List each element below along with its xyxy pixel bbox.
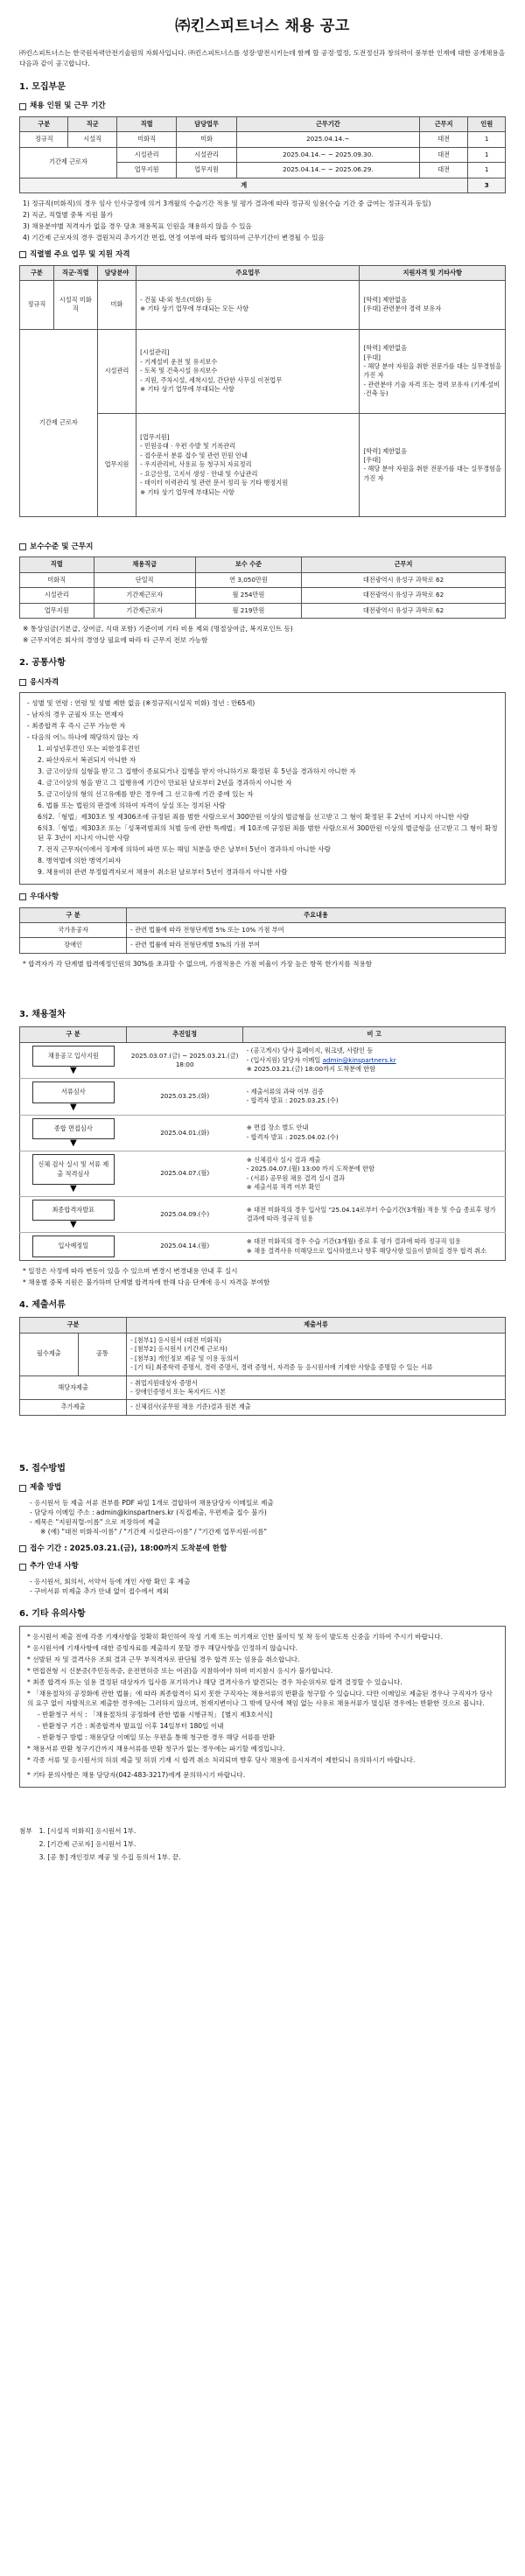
notice-line: * 응시원서에 기재사항에 대한 증빙자료를 제출하지 못할 경우 해당사항을 인정하지 않습니다.: [27, 1644, 298, 1653]
table-cell: 장애인: [20, 938, 127, 953]
table-header: 주요내용: [127, 907, 506, 922]
doc-item: - [기 타] 최종학력 증명서, 경력 증명서, 경력 증명서, 자격증 등 응시원서에 기재한 사항을 증명할 수 있는 서류: [130, 1363, 433, 1372]
recruit-table: [19, 116, 506, 193]
process-step: [20, 1197, 506, 1233]
after-line: - 응시원서, 회의서, 서약서 등에 개인 사항 확인 후 제출: [30, 1577, 191, 1586]
arrow-down-icon: ▼: [69, 1102, 77, 1112]
table-row: [20, 1333, 506, 1376]
subsection-after: 추가 안내 사항: [19, 1561, 506, 1572]
process-note: ※ 채용 결격사유 미해당으로 입사하였으나 향후 해당사항 있음이 밝혀질 경우 합격 취소: [246, 1246, 486, 1255]
subsection-pay: 보수수준 및 근무지: [19, 542, 506, 552]
checkbox-square-icon: [19, 1545, 26, 1552]
after-list: [19, 1577, 506, 1596]
note-line: ※ 근무지역은 회사의 경영상 필요에 따라 타 근무지 전보 가능함: [23, 636, 208, 645]
table-cell: 기간제 근로자: [20, 147, 117, 178]
eligibility-line: - 남자의 경우 군필자 또는 면제자: [27, 710, 124, 719]
process-note: - (입사지원) 담당자 이메일: [246, 1055, 323, 1064]
checkbox-square-icon: [19, 679, 26, 686]
arrow-down-icon: ▼: [69, 1066, 77, 1076]
process-step: [20, 1079, 506, 1115]
notice-line: * 기타 문의사항은 채용 담당자(042-483-3217)에게 문의하시기 바랍니다.: [27, 1771, 246, 1780]
table-cell: [학력] 제한없음 [우대] - 해당 분야 자원을 취한 전문가를 대는 실무경험을 가진 자: [360, 413, 506, 516]
table-cell: 미화: [97, 280, 136, 329]
table-cell: 미화직: [20, 572, 94, 587]
table-cell: 계: [20, 178, 468, 192]
table-row: [20, 147, 506, 162]
note-line: * 채용별 중복 지원은 불가하며 단계별 합격자에 한해 다음 단계에 응시 자격을 부여함: [23, 1278, 270, 1286]
table-total-row: [20, 178, 506, 192]
table-cell: 대전: [419, 163, 467, 178]
table-row: [20, 1400, 506, 1415]
note-line: ※ 통상임금(기본급, 상여금, 식대 포함) 기준이며 기타 비용 제외 (명절상여금, 복지포인트 등): [23, 625, 293, 634]
attachments-list: [39, 1826, 181, 1866]
process-note: ※ 신체검사 실시 결과 제출: [246, 1155, 321, 1164]
email-link[interactable]: admin@kinspartners.kr: [322, 1055, 396, 1064]
table-cell: - 관련 법률에 따라 전형단계별 5% 또는 10% 가점 부여: [127, 923, 506, 938]
attachment-item: 3. [공 통] 개인정보 제공 및 수집 동의서 1부. 끝.: [38, 1853, 181, 1862]
table-cell: 기간제근로자: [94, 588, 195, 603]
table-header: 채용직급: [94, 557, 195, 572]
table-header: 구 분: [20, 1027, 127, 1042]
notice-line: * 선발된 자 및 결격사유 조회 결과 근무 부적격자로 판단될 경우 합격 또는 임용을 취소합니다.: [27, 1656, 300, 1664]
pay-table: [19, 556, 506, 619]
table-header: 지원자격 및 기타사항: [360, 265, 506, 280]
table-cell: 대전광역시 유성구 과학로 62: [302, 603, 506, 618]
documents-table: [19, 1317, 506, 1416]
table-cell: 시설직 미화직: [53, 280, 97, 329]
table-cell: 1: [468, 132, 506, 147]
pay-notes: [23, 624, 506, 645]
table-cell: 대전광역시 유성구 과학로 62: [302, 588, 506, 603]
eligibility-line: 6의2.「형법」제303조 및 제306조에 규정된 죄를 범한 사람으로서 300만원 이상의 벌금형을 선고받고 그 형이 확정된 후 2년이 지나지 아니한 사람: [38, 813, 470, 822]
notice-line: * 최종 합격자 또는 임용 결정된 대상자가 입사를 포기하거나 해당 결격사유가 발견되는 경우 차순위자로 합격 결정할 수 있습니다.: [27, 1678, 402, 1687]
table-cell: 1: [468, 147, 506, 162]
table-cell: 월 219만원: [195, 603, 301, 618]
table-cell: 3: [468, 178, 506, 192]
table-cell: [127, 1376, 506, 1400]
checkbox-square-icon: [19, 1564, 26, 1571]
table-cell: 필수제출: [20, 1333, 79, 1376]
table-cell: 시설관리: [20, 588, 94, 603]
process-note: - 2025.04.07.(월) 13:00 까지 도착분에 한함: [246, 1165, 375, 1173]
process-step: [20, 1233, 506, 1260]
process-step-box: 입사예정일: [32, 1236, 115, 1256]
section-4-title: 4. 제출서류: [19, 1299, 66, 1310]
eligibility-line: 6의3.「형법」제303조 또는「성폭력범죄의 처벌 등에 관한 특례법」제 10조에 규정된 죄를 범한 사람으로서 300만원 이상의 벌금형을 선고받고 그 형이 확정된 후 3년이 지나지 아니한 사람: [38, 824, 498, 843]
arrow-down-icon: ▼: [69, 1138, 77, 1149]
table-header: 추진일정: [127, 1027, 243, 1042]
section-6-title: 6. 기타 유의사항: [19, 1608, 86, 1619]
table-row: [20, 938, 506, 953]
table-cell: 정규직: [20, 132, 68, 147]
table-cell: 2025.04.14.~ ~ 2025.06.29.: [236, 163, 419, 178]
doc-item: - 취업지원대상자 증명서: [130, 1378, 198, 1387]
note-line: 2) 직군, 직렬별 중복 지원 불가: [23, 211, 113, 220]
recruit-notes: [23, 199, 506, 242]
table-cell: [학력] 제한없음 [우대] - 해당 분야 자원을 취한 전문가를 대는 실무경험을 가진 자 - 관련분야 기술 자격 또는 경력 보유자 (기계·설비·건축 등): [360, 329, 506, 413]
doc-item: - [첨부2] 응시원서 (기간제 근로자): [130, 1345, 228, 1354]
notice-line: * 각종 서류 및 응시원서의 허위 제출 및 허위 기재 시 합격 취소 처리되며 향후 당사 채용에 응시자격이 제한되니 유의하시기 바랍니다.: [27, 1756, 416, 1765]
section-3-title: 3. 채용절차: [19, 1009, 66, 1019]
table-cell: 기간제 근로자: [20, 329, 98, 516]
table-header: 인원: [468, 116, 506, 131]
table-header: 담당업무: [177, 116, 236, 131]
subsection-duties: 직렬별 주요 업무 및 지원 자격: [19, 249, 506, 260]
process-step-box: 최종합격자발표: [32, 1200, 115, 1221]
table-header: 직렬: [20, 557, 94, 572]
table-row: [20, 1376, 506, 1400]
checkbox-square-icon: [19, 543, 26, 550]
notice-line: * 채용서류 반환 청구기간까지 채용서류를 반환 청구가 없는 경우에는 파기할 예정입니다.: [27, 1745, 285, 1754]
doc-item: - [첨부3] 개인정보 제공 및 이용 동의서: [130, 1354, 239, 1362]
eligibility-line: 2. 파산자로서 복권되지 아니한 자: [38, 756, 136, 765]
table-header: 직렬: [116, 116, 176, 131]
doc-item: - 신체검사(공무원 채용 기준)결과 원본 제출: [130, 1403, 251, 1411]
process-step: [20, 1115, 506, 1151]
subsection-period: 접수 기간 : 2025.03.21.(금), 18:00까지 도착분에 한함: [19, 1544, 506, 1554]
notice-line: - 반환청구 방법 : 채용담당 이메일 또는 우편을 통해 청구한 경우 해당 서류를 반환: [38, 1733, 276, 1742]
process-note: - 합격자 발표 : 2025.04.02.(수): [246, 1132, 339, 1141]
table-cell: [127, 1333, 506, 1376]
checkbox-square-icon: [19, 251, 26, 258]
attachment-item: 1. [시설직 미화직] 응시원서 1부.: [38, 1827, 136, 1836]
table-header: 직군·직렬: [53, 265, 97, 280]
process-note: ※ 대전 미화직의 경우 수습 기간(3개월) 종료 후 평가 결과에 따라 정규직 임용: [246, 1237, 461, 1246]
preference-note: [23, 959, 506, 969]
table-cell: 업무지원: [97, 413, 136, 516]
intro-paragraph: ㈜킨스피트너스는 한국원자력안전기술원의 자회사입니다. ㈜킨스피트너스를 성장·발전시키는데 함께 할 공정·열정, 도전정신과 창의력이 풍부한 인재에 대한 공개채용을 다음과 같이 공고합니다.: [19, 48, 506, 67]
process-table: [19, 1026, 506, 1261]
table-header: 근무기간: [236, 116, 419, 131]
table-cell: 업무지원: [20, 603, 94, 618]
process-step-box: 신체 검사 실시 및 서류 제출 적격심사: [32, 1154, 115, 1185]
process-date: 2025.03.25.(화): [127, 1079, 243, 1115]
attachments-label: 첨부: [19, 1827, 32, 1836]
table-cell: 공통: [78, 1333, 127, 1376]
checkbox-square-icon: [19, 103, 26, 110]
process-step-box: 종합 면접심사: [32, 1118, 115, 1139]
table-cell: 대전: [419, 147, 467, 162]
checkbox-square-icon: [19, 893, 26, 900]
table-header: 비 고: [243, 1027, 506, 1042]
process-note: ※ 2025.03.21.(금) 18:00까지 도착분에 한함: [246, 1065, 376, 1074]
table-row: [20, 132, 506, 147]
table-row: [20, 923, 506, 938]
process-note: ※ 면접 장소 별도 안내: [246, 1124, 309, 1132]
table-cell: 미화직: [116, 132, 176, 147]
process-date: 2025.04.09.(수): [127, 1197, 243, 1233]
table-cell: - 건물 내·외 청소(미화) 등 ※ 기타 상기 업무에 부대되는 모든 사항: [136, 280, 360, 329]
process-date: 2025.04.14.(월): [160, 1242, 210, 1250]
doc-item: - 장애인증명서 또는 복지카드 사본: [130, 1388, 227, 1396]
eligibility-line: 1. 피성년후견인 또는 피한정후견인: [38, 745, 141, 753]
method-line: - 담당자 이메일 주소 : admin@kinspartners.kr (직접제출, 우편제출 접수 불가): [30, 1508, 267, 1516]
table-header: 구분: [20, 265, 54, 280]
subsection-eligibility: 응시자격: [19, 677, 506, 688]
table-cell: 연 3,050만원: [195, 572, 301, 587]
table-header: 담당분야: [97, 265, 136, 280]
arrow-down-icon: ▼: [69, 1184, 77, 1194]
process-step: [20, 1042, 506, 1078]
eligibility-line: - 성별 및 연령 : 연령 및 성별 제한 없음 (※정규직(시설직 미화) 정년 : 만65세): [27, 699, 256, 708]
table-header: 구분: [20, 1318, 127, 1333]
note-line: * 일정은 사정에 따라 변동이 있을 수 있으며 변경시 변경내용 안내 후 실시: [23, 1266, 238, 1275]
table-cell: 2025.04.14.~ ~ 2025.09.30.: [236, 147, 419, 162]
eligibility-line: 4. 금고이상의 형을 받고 그 집행유예 기간이 만료된 날로부터 2년을 경과하지 아니한 자: [38, 779, 292, 788]
table-cell: 대전광역시 유성구 과학로 62: [302, 572, 506, 587]
eligibility-line: 5. 금고이상의 형의 선고유예를 받은 경우에 그 선고유예 기간 중에 있는 자: [38, 790, 254, 799]
eligibility-line: 6. 법률 또는 법원의 판결에 의하여 자격이 상실 또는 정지된 사람: [38, 802, 226, 810]
notice-line: - 반환청구 서식 : 「채용절차의 공정화에 관한 법률 시행규칙」 [별지 제3호서식]: [38, 1711, 273, 1719]
table-header: 주요업무: [136, 265, 360, 280]
table-cell: 1: [468, 163, 506, 178]
process-date: 2025.04.07.(월): [127, 1152, 243, 1197]
table-cell: 업무지원: [116, 163, 176, 178]
table-cell: 월 254만원: [195, 588, 301, 603]
subsection-preference: 우대사항: [19, 892, 506, 902]
table-row: [20, 329, 506, 413]
page-title: ㈜킨스피트너스 채용 공고: [175, 18, 350, 35]
table-cell: 추가제출: [20, 1400, 127, 1415]
subsection-recruit-count: 채용 인원 및 근무 기간: [19, 101, 506, 111]
table-cell: 국가유공자: [20, 923, 127, 938]
process-note: ※ 세출서류 적격 여부 확인: [246, 1183, 321, 1191]
process-note: - 제출서류의 과락 여부 검증: [246, 1088, 324, 1096]
eligibility-line: - 다음의 어느 하나에 해당하지 않는 자: [27, 733, 139, 742]
checkbox-square-icon: [19, 1485, 26, 1492]
table-header: 근무지: [302, 557, 506, 572]
table-cell: 대전: [419, 132, 467, 147]
table-cell: 시설직: [68, 132, 116, 147]
notice-line: * 면접전형 시 신분증(주민등록증, 운전면허증 또는 여권)을 지참하여야 하며 미지참시 응시가 불가합니다.: [27, 1667, 333, 1676]
notice-line: * 응시원서 제출 전에 각종 기재사항을 정확히 확인하여 작성 기재 또는 미기재로 인한 불이익 및 착 등이 발도록 신중을 기하여 주시기 바랍니다.: [27, 1633, 444, 1642]
method-line: - 제목은 "지원직렬-이름" 으로 저장하여 제출: [30, 1517, 161, 1526]
notice-box: [19, 1626, 506, 1788]
table-row: [20, 280, 506, 329]
process-notes: [23, 1266, 506, 1287]
method-list: [19, 1498, 506, 1536]
table-cell: 2025.04.14.~: [236, 132, 419, 147]
table-row: [20, 603, 506, 618]
process-date: 2025.04.01.(화): [127, 1115, 243, 1151]
duties-table: [19, 265, 506, 517]
table-row: [20, 588, 506, 603]
table-row: [20, 572, 506, 587]
process-note: - 합격자 발표 : 2025.03.25.(수): [246, 1096, 339, 1105]
process-date: 2025.03.07.(금) ~ 2025.03.21.(금) 18:00: [127, 1042, 243, 1078]
table-header: 구 분: [20, 907, 127, 922]
method-line: ※ (예) "대전 미화직-이름" / "기간제 시설관리-이름" / "기간제 업무지원-이름": [40, 1527, 268, 1536]
after-line: - 구비서류 미제출 추가 안내 없이 접수에서 제외: [30, 1586, 170, 1595]
table-cell: [업무지원] - 민원응대 · 우편 수발 및 기록관리 - 접수문서 분류 접수 및 관련 민원 안내 - 우지관리비, 사용료 등 청구처 자료정리 - 요금산정, 고지서 생성 · 안내 및 수납관리 - 데이터 이력관리 및 관련 문서 정리 등 기타 행정지원 ※ 기타 상기 업무에 부대되는 사항: [136, 413, 360, 516]
eligibility-line: 9. 채용비위 관련 부정합격자로서 채용이 취소된 날로부터 5년이 경과하지 아니한 사람: [38, 868, 288, 877]
note-line: * 합격자가 각 단계별 합격예정인원의 30%를 초과할 수 없으며, 가점적용은 가점 비율이 가장 높은 항목 한가지를 적용함: [23, 959, 373, 968]
eligibility-line: 3. 금고이상의 실형을 받고 그 집행이 종료되거나 집행을 받지 아니하기로 확정된 후 5년을 경과하지 아니한 자: [38, 767, 356, 776]
process-step: [20, 1152, 506, 1197]
section-5-title: 5. 접수방법: [19, 1463, 66, 1474]
note-line: 3) 채용분야별 적격자가 없을 경우 당초 채용목표 인원을 채용하지 않을 수 있음: [23, 222, 252, 231]
eligibility-line: - 최종합격 후 즉시 근무 가능한 자: [27, 722, 126, 731]
method-line: - 응시원서 등 제출 서류 전부를 PDF 파일 1개로 결합하여 채용담당자 이메일로 제출: [30, 1498, 274, 1507]
process-step-box: 채용공고 입사지원: [32, 1046, 115, 1067]
table-cell: [127, 1400, 506, 1415]
table-cell: 정규직: [20, 280, 54, 329]
table-cell: 단일직: [94, 572, 195, 587]
table-cell: 해당자제출: [20, 1376, 127, 1400]
eligibility-line: 7. 전직 근무자(이에서 징계에 의하여 파면 또는 해임 처분을 받은 날부터 5년이 경과하지 아니한 사람: [38, 845, 331, 854]
arrow-down-icon: ▼: [69, 1220, 77, 1230]
table-cell: 시설관리: [177, 147, 236, 162]
note-line: 1) 정규직(미화직)의 경우 임사 인사규정에 의거 3개월의 수습기간 적용 및 평가 결과에 따라 정규직 임용(수습 기간 중 급여는 정규직과 동일): [23, 200, 431, 208]
table-cell: 시설관리: [116, 147, 176, 162]
preference-table: [19, 907, 506, 954]
table-cell: [시설관리] - 기계설비 운전 및 유지보수 - 토목 및 건축시설 유지보수 - 지원, 주차시설, 세척시설, 간단한 사무실 이전업무 ※ 기타 상기 업무에 부대되는 사항: [136, 329, 360, 413]
process-note: ※ 대전 미화직의 경우 입사일 "25.04.14로부터 수습기간(3개월) 적용 및 수습 종료후 평가 결과에 따라 정규직 임용: [246, 1205, 496, 1223]
notice-line: * 「채용절차의 공정화에 관한 법률」에 따라 최종합격이 되지 못한 구직자는 채용서류의 반환을 청구할 수 있습니다. 다만 이메일로 제출된 경우나 구직자가 당사의 요구 없이 자발적으로 제출한 경우에는 그러하지 않으며, 천재지변이나 그 밖에 당사에 책임 없는 사유로 채용서류가 멸실된 경우에는 반환한 것으로 봅니다.: [27, 1690, 493, 1708]
attachments: [19, 1826, 506, 1866]
doc-item: - [첨부1] 응시원서 (대전 미화직): [130, 1335, 221, 1344]
process-note: - (서류) 공무원 채용 결격 실시 결과: [246, 1173, 345, 1182]
eligibility-box: [19, 692, 506, 885]
process-note: - (공고게시) 당사 홈페이지, 워크넷, 사람인 등: [246, 1046, 374, 1055]
table-header: 근무지: [419, 116, 467, 131]
table-header: 구분: [20, 116, 68, 131]
table-cell: - 관련 법률에 따라 전형단계별 5%의 가점 부여: [127, 938, 506, 953]
eligibility-line: 8. 병역법에 의한 병역기피자: [38, 857, 122, 865]
subsection-method: 제출 방법: [19, 1482, 506, 1493]
attachment-item: 2. [기간제 근로자] 응시원서 1부.: [38, 1840, 136, 1849]
section-1-title: 1. 모집부문: [19, 81, 66, 92]
table-header: 직군: [68, 116, 116, 131]
table-cell: 기간제근로자: [94, 603, 195, 618]
process-step-box: 서류심사: [32, 1082, 115, 1102]
table-cell: 시설관리: [97, 329, 136, 413]
section-2-title: 2. 공통사항: [19, 658, 66, 668]
table-header: 제출서류: [127, 1318, 506, 1333]
notice-line: - 반환청구 기간 : 최종합격자 발표일 이후 14일부터 180일 이내: [38, 1722, 224, 1731]
table-header: 보수 수준: [195, 557, 301, 572]
table-cell: 미화: [177, 132, 236, 147]
note-line: 4) 기간제 근로자의 경우 결원처리 추가기간 면접, 면정 여부에 따라 협의하여 근무기간이 변경될 수 있음: [23, 234, 325, 242]
table-cell: [학력] 제한없음 [우대] 관련분야 경력 보유자: [360, 280, 506, 329]
table-cell: 업무지원: [177, 163, 236, 178]
